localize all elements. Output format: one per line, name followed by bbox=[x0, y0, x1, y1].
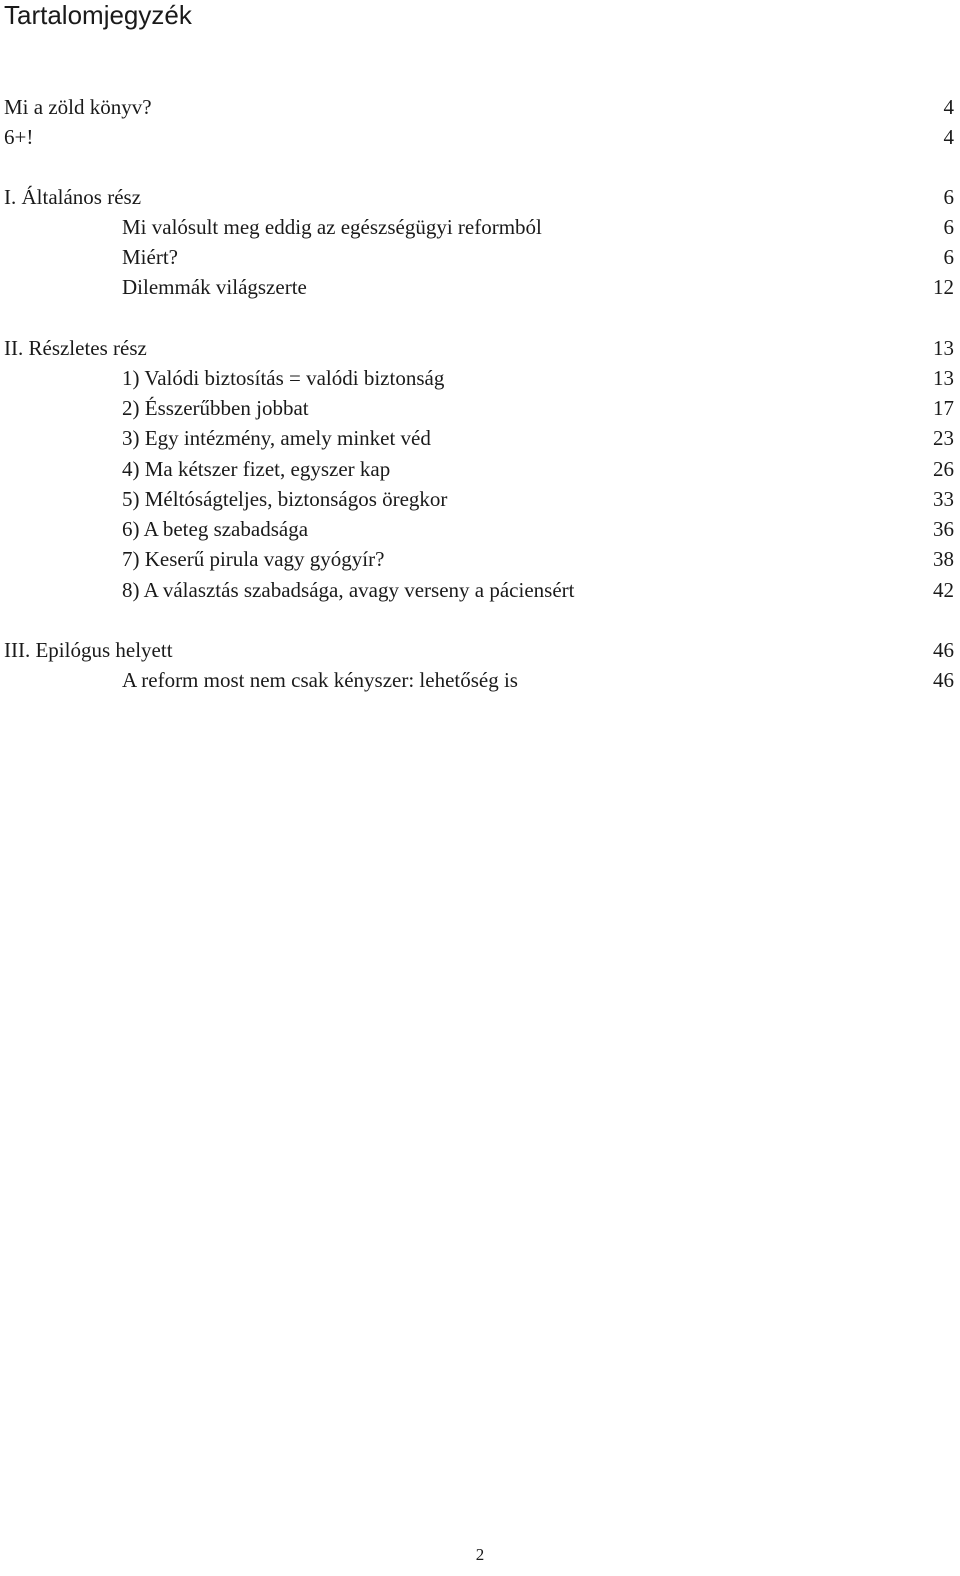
toc-entry-page: 12 bbox=[933, 275, 954, 299]
toc-entry bbox=[0, 454, 960, 484]
toc-entry bbox=[0, 272, 960, 302]
toc-entry-label: 2) Ésszerűbben jobbat bbox=[122, 396, 309, 420]
toc-section-label: I. Általános rész bbox=[4, 185, 142, 209]
toc-entry-page: 4 bbox=[943, 125, 954, 149]
toc-entry-label: A reform most nem csak kényszer: lehetőség is bbox=[122, 668, 518, 692]
toc-entry bbox=[0, 544, 960, 574]
toc-entry-page: 4 bbox=[943, 95, 954, 119]
toc-entry bbox=[0, 363, 960, 393]
toc-entry bbox=[0, 122, 960, 152]
toc-entry-page: 6 bbox=[943, 245, 954, 269]
toc-entry-page: 33 bbox=[933, 487, 954, 511]
toc-entry bbox=[0, 514, 960, 544]
toc-entry-page: 36 bbox=[933, 517, 954, 541]
toc-entry-label: 8) A választás szabadsága, avagy verseny a páciensért bbox=[122, 578, 575, 602]
toc-entry-label: Mi valósult meg eddig az egészségügyi reformból bbox=[122, 215, 542, 239]
toc-entry-page: 13 bbox=[933, 366, 954, 390]
toc-section bbox=[0, 182, 960, 212]
toc-entry-label: 6) A beteg szabadsága bbox=[122, 517, 309, 541]
toc-entry-label: 7) Keserű pirula vagy gyógyír? bbox=[122, 547, 385, 571]
toc-section-page: 46 bbox=[933, 638, 954, 662]
toc-entry bbox=[0, 665, 960, 695]
toc-entry-label: 6+! bbox=[4, 125, 34, 149]
page-number: 2 bbox=[475, 1545, 485, 1564]
toc-entry-label: 5) Méltóságteljes, biztonságos öregkor bbox=[122, 487, 448, 511]
toc-entry bbox=[0, 242, 960, 272]
toc-entry-label: Mi a zöld könyv? bbox=[4, 95, 152, 119]
toc-entry bbox=[0, 423, 960, 453]
toc-section-page: 6 bbox=[943, 185, 954, 209]
toc-entry-label: 1) Valódi biztosítás = valódi biztonság bbox=[122, 366, 445, 390]
toc-section bbox=[0, 635, 960, 665]
toc-entry-page: 46 bbox=[933, 668, 954, 692]
toc-entry-label: 3) Egy intézmény, amely minket véd bbox=[122, 426, 431, 450]
toc-entry-page: 38 bbox=[933, 547, 954, 571]
page-title: Tartalomjegyzék bbox=[4, 0, 192, 30]
toc-entry-label: Dilemmák világszerte bbox=[122, 275, 307, 299]
toc-section-page: 13 bbox=[933, 336, 954, 360]
toc-entry-page: 17 bbox=[933, 396, 954, 420]
toc-entry-page: 26 bbox=[933, 457, 954, 481]
toc-section bbox=[0, 333, 960, 363]
toc-entry bbox=[0, 575, 960, 605]
toc-section-label: III. Epilógus helyett bbox=[4, 638, 173, 662]
toc-entry bbox=[0, 393, 960, 423]
toc-section-label: II. Részletes rész bbox=[4, 336, 147, 360]
toc-entry-page: 6 bbox=[943, 215, 954, 239]
toc-entry bbox=[0, 484, 960, 514]
toc-entry-label: Miért? bbox=[122, 245, 178, 269]
toc-entry bbox=[0, 212, 960, 242]
toc-entry-page: 23 bbox=[933, 426, 954, 450]
toc-entry-page: 42 bbox=[933, 578, 954, 602]
toc-entry-label: 4) Ma kétszer fizet, egyszer kap bbox=[122, 457, 391, 481]
toc-entry bbox=[0, 92, 960, 122]
